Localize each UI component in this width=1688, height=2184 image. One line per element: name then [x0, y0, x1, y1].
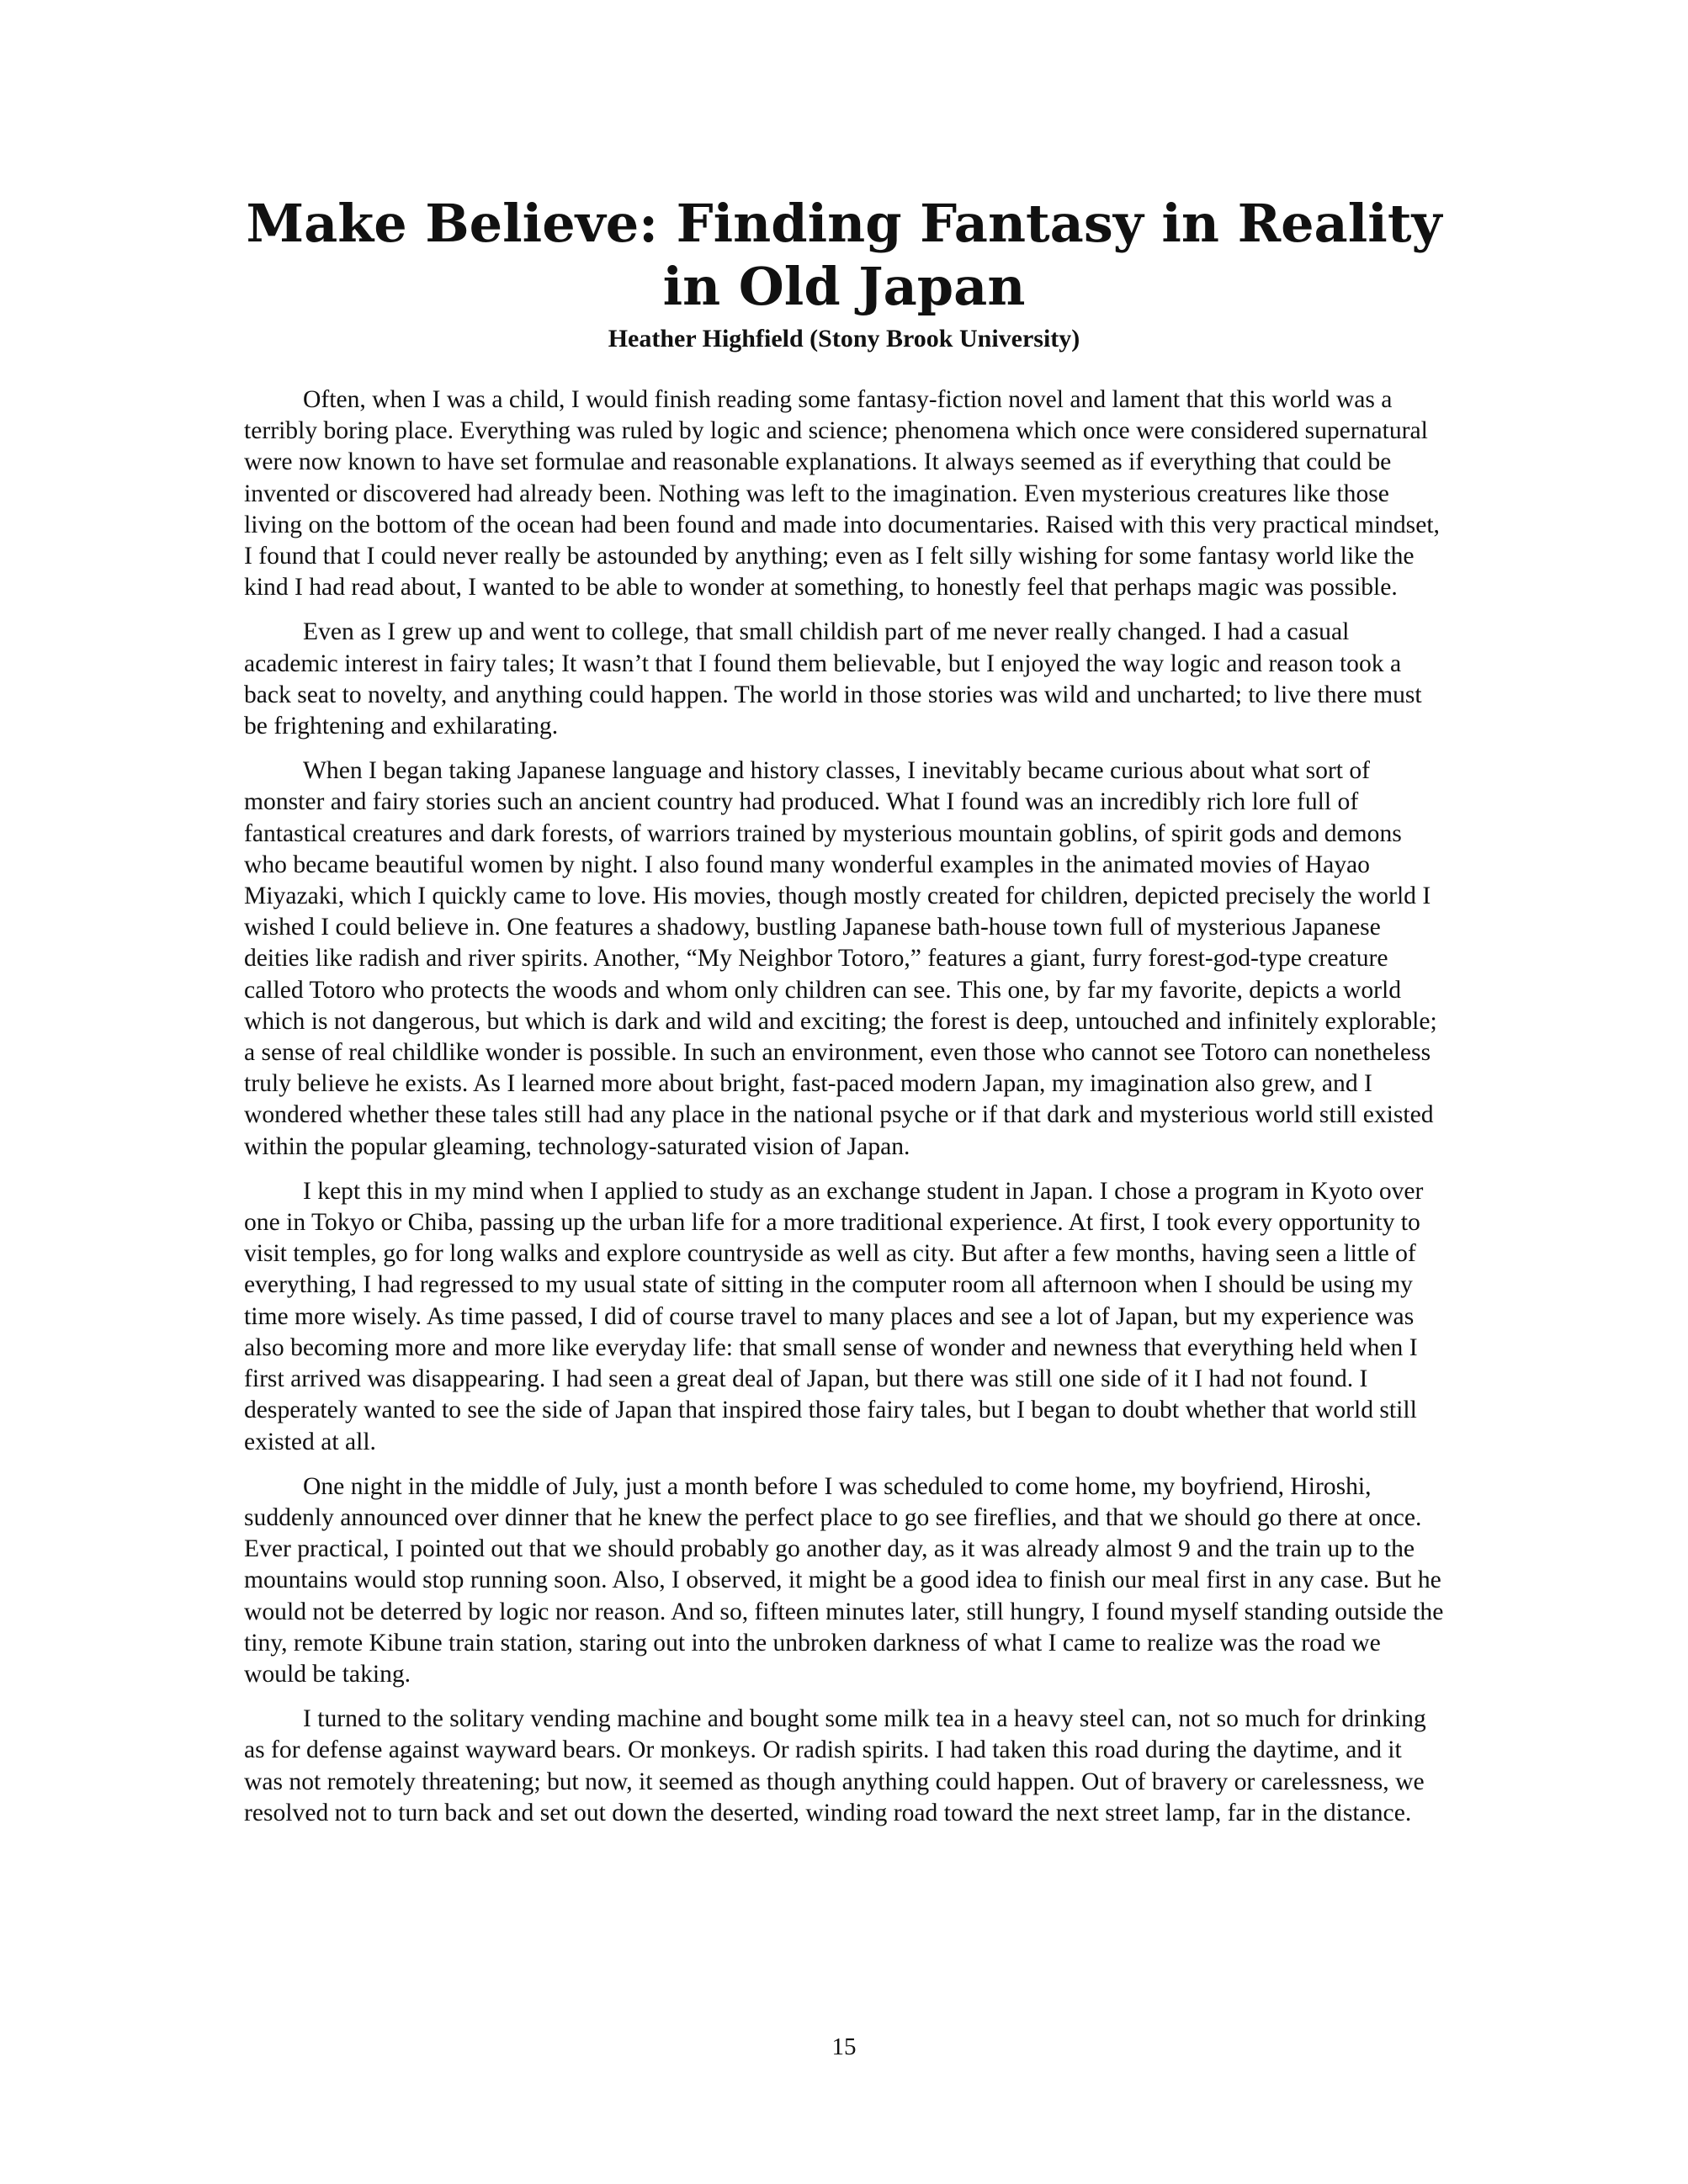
paragraph: When I began taking Japanese language and history classes, I inevitably became curious about what sort of monster and fairy stories such an ancient country had produced. What I found was an incredibly rich lore full of fantastical creatures and dark forests, of warriors trained by mysterious mountain goblins, of spirit gods and demons who became beautiful women by night. I also found many wonderful examples in the animated movies of Hayao Miyazaki, which I quickly came to love. His movies, though mostly created for children, depicted precisely the world I wished I could believe in. One features a shadowy, bustling Japanese bath-house town full of mysterious Japanese deities like radish and river spirits. Another, “My Neighbor Totoro,” features a giant, furry forest-god-type creature called Totoro who protects the woods and whom only children can see. This one, by far my favorite, depicts a world which is not dangerous, but which is dark and wild and exciting; the forest is deep, untouched and infinitely explorable; a sense of real childlike wonder is possible. In such an environment, even those who cannot see Totoro can nonetheless truly believe he exists. As I learned more about bright, fast-paced modern Japan, my imagination also grew, and I wondered whether these tales still had any place in the national psyche or if that dark and mysterious world still existed within the popular gleaming, technology-saturated vision of Japan.: [244, 757, 1437, 1160]
paragraph: I kept this in my mind when I applied to study as an exchange student in Japan. I chose a program in Kyoto over one in Tokyo or Chiba, passing up the urban life for a more traditional experience. At first, I took every opportunity to visit temples, go for long walks and explore countryside as well as city. But after a few months, having seen a little of everything, I had regressed to my usual state of sitting in the computer room all afternoon when I should be using my time more wisely. As time passed, I did of course travel to many places and see a lot of Japan, but my experience was also becoming more and more like everyday life: that small sense of wonder and newness that everything held when I first arrived was disappearing. I had seen a great deal of Japan, but there was still one side of it I had not found. I desperately wanted to see the side of Japan that inspired those fairy tales, but I began to doubt whether that world still existed at all.: [244, 1177, 1424, 1455]
paragraph: I turned to the solitary vending machine and bought some milk tea in a heavy steel can, not so much for drinking as for defense against wayward bears. Or monkeys. Or radish spirits. I had taken this road during the daytime, and it was not remotely threatening; but now, it seemed as though anything could happen. Out of bravery or carelessness, we resolved not to turn back and set out down the deserted, winding road toward the next street lamp, far in the distance.: [244, 1705, 1426, 1826]
article-body: [244, 384, 1444, 1842]
paragraph: Often, when I was a child, I would finish reading some fantasy-fiction novel and lament that this world was a terribly boring place. Everything was ruled by logic and science; phenomena which once were considered supernatural were now known to have set formulae and reasonable explanations. It always seemed as if everything that could be invented or discovered had already been. Nothing was left to the imagination. Even mysterious creatures like those living on the bottom of the ocean had been found and made into documentaries. Raised with this very practical mindset, I found that I could never really be astounded by anything; even as I felt silly wishing for some fantasy world like the kind I had read about, I wanted to be able to wonder at something, to honestly feel that perhaps magic was possible.: [244, 386, 1440, 602]
paragraph: One night in the middle of July, just a month before I was scheduled to come home, my boyfriend, Hiroshi, suddenly announced over dinner that he knew the perfect place to go see fireflies, and that we should go there at once. Ever practical, I pointed out that we should probably go another day, as it was already almost 9 and the train up to the mountains would stop running soon. Also, I observed, it might be a good idea to finish our meal first in any case. But he would not be deterred by logic nor reason. And so, fifteen minutes later, still hungry, I found myself standing outside the tiny, remote Kibune train station, staring out into the unbroken darkness of what I came to realize was the road we would be taking.: [244, 1472, 1444, 1688]
paragraph: Even as I grew up and went to college, that small childish part of me never really changed. I had a casual academic interest in fairy tales; It wasn’t that I found them believable, but I enjoyed the way logic and reason took a back seat to novelty, and anything could happen. The world in those stories was wild and uncharted; to live there must be frightening and exhilarating.: [244, 618, 1422, 740]
page-number: 15: [831, 2033, 857, 2060]
article-author: Heather Highfield (Stony Brook University): [608, 325, 1080, 353]
article-title: Make Believe: Finding Fantasy in Reality in Old Japan: [246, 193, 1442, 317]
